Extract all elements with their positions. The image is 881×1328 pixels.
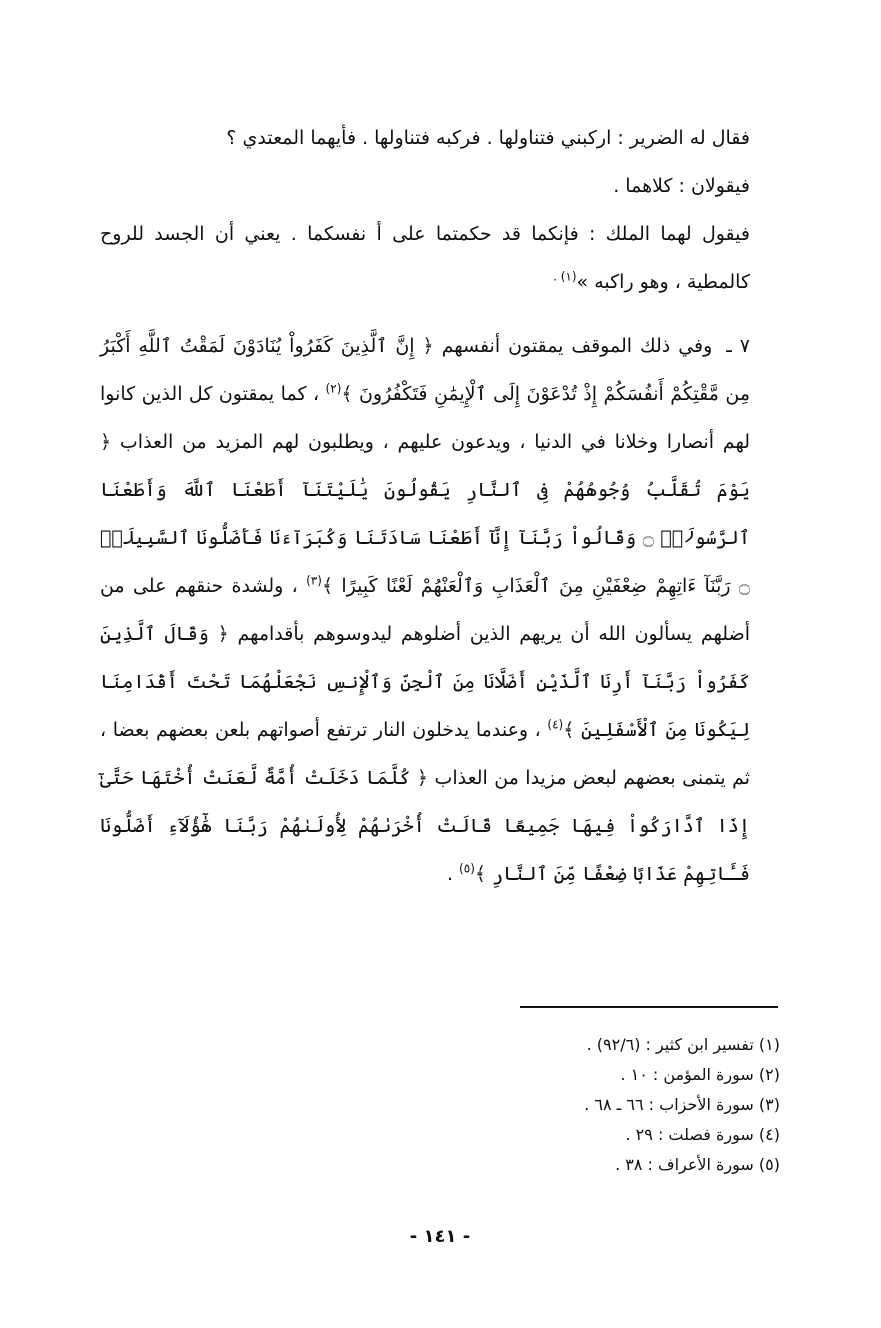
quran-verse: ﴿ وَقَالَ ٱلَّذِينَ كَفَرُواْ رَبَّنَآ أَرِنَا ٱلَّذَيْنِ أَضَلَّانَا مِنَ ٱلْجِنِّ وَٱلْإِنسِ نَجْعَلْهُمَا تَحْتَ أَقْدَامِنَا لِيَكُونَا مِنَ ٱلْأَسْفَلِينَ ﴾	[100, 623, 750, 741]
footnote-ref: (٣)	[306, 573, 322, 588]
footnote-item: (٢) سورة المؤمن : ١٠ .	[620, 1065, 780, 1084]
footnote-item: (٥) سورة الأعراف : ٣٨ .	[615, 1155, 780, 1174]
dialogue-line: فيقولان : كلاهما .	[613, 175, 750, 197]
body-text: ، وعندما يدخلون النار ترتفع أصواتهم بلعن بعضهم بعضا ، ثم يتمنى بعضهم لبعض مزيدا من العذاب	[100, 719, 750, 789]
quran-verse: ﴿ كُلَّمَا دَخَلَتْ أُمَّةٌ لَّعَنَتْ أُخْتَهَا حَتَّىٰٓ إِذَا ٱدَّارَكُواْ فِيهَا جَمِيعًا قَالَتْ أُخْرَىٰهُمْ لِأُولَىٰهُمْ رَبَّنَا هَٰٓؤُلَآءِ أَضَلُّونَا فَـَٔاتِهِمْ عَذَابًا ضِعْفًا مِّنَ ٱلنَّارِ ﴾	[100, 767, 750, 885]
footnote-item: (١) تفسير ابن كثير : (٩٢/٦) .	[586, 1035, 780, 1054]
body-text: .	[446, 863, 453, 885]
footnote-ref: (٤)	[547, 717, 564, 732]
page-number: - ١٤١ -	[409, 1226, 471, 1247]
footnote-divider	[520, 1006, 778, 1008]
footnote-ref: (١) .	[553, 269, 577, 284]
dialogue-line: فقال له الضرير : اركبني فتناولها . فركبه فتناولها . فأيهما المعتدي ؟	[226, 127, 750, 149]
section-number: ٧ ـ	[726, 335, 750, 357]
footnotes-list	[380, 1030, 780, 1180]
footnote-item: (٤) سورة فصلت : ٢٩ .	[625, 1125, 780, 1144]
body-text: ، ولشدة حنقهم على من أضلهم يسألون الله أن يريهم الذين أضلوهم ليدوسوهم بأقدامهم	[100, 575, 750, 645]
dialogue-line	[100, 210, 750, 306]
footnote-ref: (٥)	[459, 861, 475, 876]
section-7-paragraph	[100, 322, 750, 898]
quran-verse: ﴿ يَوْمَ تُقَلَّبُ وُجُوهُهُمْ فِى ٱلنَّارِ يَقُولُونَ يَٰلَيْتَنَآ أَطَعْنَا ٱللَّهَ وَأَطَعْنَا ٱلرَّسُولَا۠ ۝ وَقَالُواْ رَبَّنَآ إِنَّآ أَطَعْنَا سَادَتَنَا وَكُبَرَآءَنَا فَأَضَلُّونَا ٱلسَّبِيلَا۠ ۝ رَبَّنَآ ءَاتِهِمْ ضِعْفَيْنِ مِنَ ٱلْعَذَابِ وَٱلْعَنْهُمْ لَعْنًا كَبِيرًا ﴾	[100, 431, 751, 597]
body-text: وفي ذلك الموقف يمقتون أنفسهم	[441, 335, 713, 357]
footnote-item: (٣) سورة الأحزاب : ٦٦ ـ ٦٨ .	[584, 1095, 780, 1114]
body-text: ، كما يمقتون كل الذين كانوا لهم أنصارا وخلانا في الدنيا ، ويدعون عليهم ، ويطلبون لهم المزيد من العذاب	[100, 383, 750, 453]
quran-verse: ﴿ إِنَّ ٱلَّذِينَ كَفَرُواْ يُنَادَوْنَ لَمَقْتُ ٱللَّهِ أَكْبَرُ مِن مَّقْتِكُمْ أَنفُسَكُمْ إِذْ تُدْعَوْنَ إِلَى ٱلْإِيمَٰنِ فَتَكْفُرُونَ ﴾	[100, 335, 750, 405]
dialogue-paragraph	[100, 114, 750, 306]
footnote-ref: (٢)	[325, 381, 342, 396]
dialogue-text: فيقول لهما الملك : فإنكما قد حكمتما على أ نفسكما . يعني أن الجسد للروح كالمطية ، وهو راكبه »	[100, 223, 750, 293]
